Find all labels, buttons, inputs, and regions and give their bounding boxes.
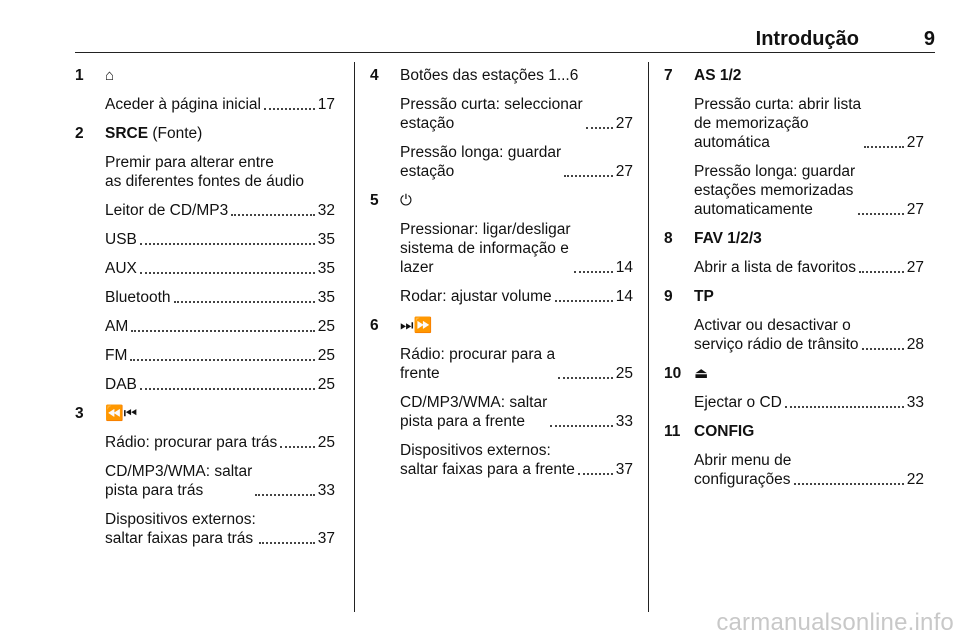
toc-entry[interactable] — [400, 95, 633, 133]
power-icon: ⏻ — [400, 192, 412, 209]
entry-text: AM — [105, 318, 129, 335]
item-name — [694, 287, 924, 306]
item-name — [400, 191, 633, 210]
eject-icon: ⏏ — [694, 365, 709, 382]
toc-entry[interactable] — [400, 287, 633, 306]
control-item — [664, 422, 924, 489]
entry-text: Leitor de CD/MP3 — [105, 202, 229, 219]
leader-dots — [785, 406, 904, 408]
item-name — [694, 422, 924, 441]
toc-entry[interactable] — [400, 345, 633, 383]
item-name-label: AS 1/2 — [694, 67, 742, 84]
header-rule — [75, 52, 935, 53]
entry-page: 25 — [317, 347, 335, 364]
entry-page: 37 — [615, 461, 633, 478]
toc-entry[interactable] — [105, 95, 335, 114]
item-number: 5 — [370, 192, 379, 209]
leader-dots — [131, 330, 315, 332]
column-3 — [664, 66, 924, 499]
leader-dots — [174, 301, 315, 303]
entry-page: 28 — [906, 336, 924, 353]
control-item — [370, 316, 633, 479]
entry-page: 25 — [317, 318, 335, 335]
control-item — [370, 66, 633, 181]
toc-entry[interactable] — [105, 288, 335, 307]
entry-page: 27 — [906, 259, 924, 276]
toc-entry[interactable] — [400, 143, 633, 181]
toc-entry[interactable] — [400, 441, 633, 479]
entry-text: Pressão longa: guardar estações memorizadas automaticamente — [694, 163, 856, 218]
control-item — [75, 66, 335, 114]
item-description: Premir para alterar entre as diferentes fontes de áudio — [105, 154, 305, 190]
entry-text: Pressão curta: abrir lista de memorização automática — [694, 96, 862, 151]
entry-page: 14 — [615, 288, 633, 305]
item-name-label: FAV 1/2/3 — [694, 230, 762, 247]
leader-dots — [140, 243, 315, 245]
entry-text: Abrir a lista de favoritos — [694, 259, 856, 276]
leader-dots — [864, 146, 904, 148]
toc-entry[interactable] — [105, 433, 335, 452]
leader-dots — [862, 348, 904, 350]
item-number: 1 — [75, 67, 84, 84]
control-item — [664, 229, 924, 277]
column-divider-2 — [648, 62, 649, 612]
leader-dots — [574, 271, 613, 273]
item-number: 7 — [664, 67, 673, 84]
entry-page: 25 — [317, 376, 335, 393]
entry-page: 27 — [615, 163, 633, 180]
entry-text: USB — [105, 231, 137, 248]
entry-page: 35 — [317, 231, 335, 248]
home-icon: ⌂ — [105, 67, 115, 84]
item-number: 6 — [370, 317, 379, 334]
entry-text: CD/MP3/WMA: saltar pista para a frente — [400, 394, 548, 430]
entry-text: Aceder à página inicial — [105, 96, 261, 113]
control-item — [664, 66, 924, 219]
entry-page: 14 — [615, 259, 633, 276]
toc-entry[interactable] — [105, 201, 335, 220]
leader-dots — [859, 271, 904, 273]
item-name — [694, 66, 924, 85]
item-name-label: Botões das estações 1...6 — [400, 67, 579, 84]
leader-dots — [858, 213, 904, 215]
entry-page: 17 — [317, 96, 335, 113]
item-number: 4 — [370, 67, 379, 84]
entry-page: 27 — [906, 201, 924, 218]
leader-dots — [586, 127, 613, 129]
entry-text: FM — [105, 347, 128, 364]
leader-dots — [231, 214, 315, 216]
leader-dots — [280, 446, 314, 448]
toc-entry[interactable] — [694, 162, 924, 219]
toc-entry[interactable] — [400, 393, 633, 431]
toc-entry[interactable] — [105, 462, 335, 500]
item-number: 2 — [75, 125, 84, 142]
column-divider-1 — [354, 62, 355, 612]
leader-dots — [558, 377, 613, 379]
toc-entry[interactable] — [105, 317, 335, 336]
column-2 — [370, 66, 633, 489]
item-name — [105, 404, 335, 423]
toc-entry[interactable] — [694, 258, 924, 277]
control-item — [75, 404, 335, 548]
entry-text: DAB — [105, 376, 137, 393]
toc-entry[interactable] — [694, 95, 924, 152]
page-title: Introdução — [755, 28, 859, 50]
leader-dots — [564, 175, 613, 177]
entry-text: Abrir menu de configurações — [694, 452, 792, 488]
toc-entry[interactable] — [105, 510, 335, 548]
toc-entry[interactable] — [105, 259, 335, 278]
column-1 — [75, 66, 335, 558]
item-name — [694, 229, 924, 248]
item-name-label: CONFIG — [694, 423, 755, 440]
entry-text: CD/MP3/WMA: saltar pista para trás — [105, 463, 253, 499]
entry-page: 33 — [317, 482, 335, 499]
entry-page: 37 — [317, 530, 335, 547]
entry-page: 25 — [615, 365, 633, 382]
leader-dots — [259, 542, 315, 544]
seek-forward-icon: ⏭⏩ — [400, 317, 433, 334]
toc-entry[interactable] — [400, 220, 633, 277]
entry-page: 35 — [317, 289, 335, 306]
item-number: 8 — [664, 230, 673, 247]
seek-back-icon: ⏪⏮ — [105, 405, 138, 422]
entry-text: AUX — [105, 260, 137, 277]
page-header — [75, 28, 935, 52]
item-name-suffix: (Fonte) — [148, 125, 203, 142]
entry-text: Activar ou desactivar o serviço rádio de trânsito — [694, 317, 859, 353]
item-number: 10 — [664, 365, 682, 382]
entry-text: Bluetooth — [105, 289, 171, 306]
toc-entry[interactable] — [694, 316, 924, 354]
entry-text: Pressão curta: seleccionar estação — [400, 96, 583, 132]
control-item — [664, 287, 924, 354]
item-number: 11 — [664, 423, 681, 440]
page-number: 9 — [923, 28, 935, 50]
item-name — [105, 124, 335, 143]
entry-text: Dispositivos externos: saltar faixas para a frente — [400, 442, 575, 478]
control-item — [370, 191, 633, 306]
entry-text: Ejectar o CD — [694, 394, 782, 411]
item-name — [694, 364, 924, 383]
toc-entry[interactable] — [105, 375, 335, 394]
leader-dots — [255, 494, 314, 496]
item-name — [400, 66, 633, 85]
item-name — [400, 316, 633, 335]
leader-dots — [794, 483, 903, 485]
entry-page: 27 — [615, 115, 633, 132]
toc-entry[interactable] — [105, 346, 335, 365]
leader-dots — [130, 359, 314, 361]
entry-page: 33 — [906, 394, 924, 411]
entry-page: 25 — [317, 434, 335, 451]
toc-entry[interactable] — [694, 451, 924, 489]
leader-dots — [264, 108, 315, 110]
leader-dots — [578, 473, 613, 475]
entry-page: 22 — [906, 471, 924, 488]
entry-text: Rádio: procurar para trás — [105, 434, 278, 451]
entry-page: 33 — [615, 413, 633, 430]
leader-dots — [555, 300, 613, 302]
entry-text: Rádio: procurar para a frente — [400, 346, 556, 382]
leader-dots — [140, 388, 315, 390]
watermark: carmanualsonline.info — [716, 609, 954, 636]
control-item — [75, 124, 335, 394]
item-number: 9 — [664, 288, 673, 305]
entry-page: 32 — [317, 202, 335, 219]
item-name — [105, 66, 335, 85]
entry-text: Pressionar: ligar/desligar sistema de informação e lazer — [400, 221, 571, 276]
leader-dots — [550, 425, 612, 427]
entry-text: Dispositivos externos: saltar faixas para trás — [105, 511, 256, 547]
control-item — [664, 364, 924, 412]
item-name-label: TP — [694, 288, 714, 305]
item-number: 3 — [75, 405, 84, 422]
entry-page: 35 — [317, 260, 335, 277]
leader-dots — [140, 272, 315, 274]
entry-text: Rodar: ajustar volume — [400, 288, 552, 305]
entry-page: 27 — [906, 134, 924, 151]
entry-text: Pressão longa: guardar estação — [400, 144, 562, 180]
toc-entry[interactable] — [105, 230, 335, 249]
item-name-label: SRCE — [105, 125, 149, 142]
toc-entry[interactable] — [694, 393, 924, 412]
